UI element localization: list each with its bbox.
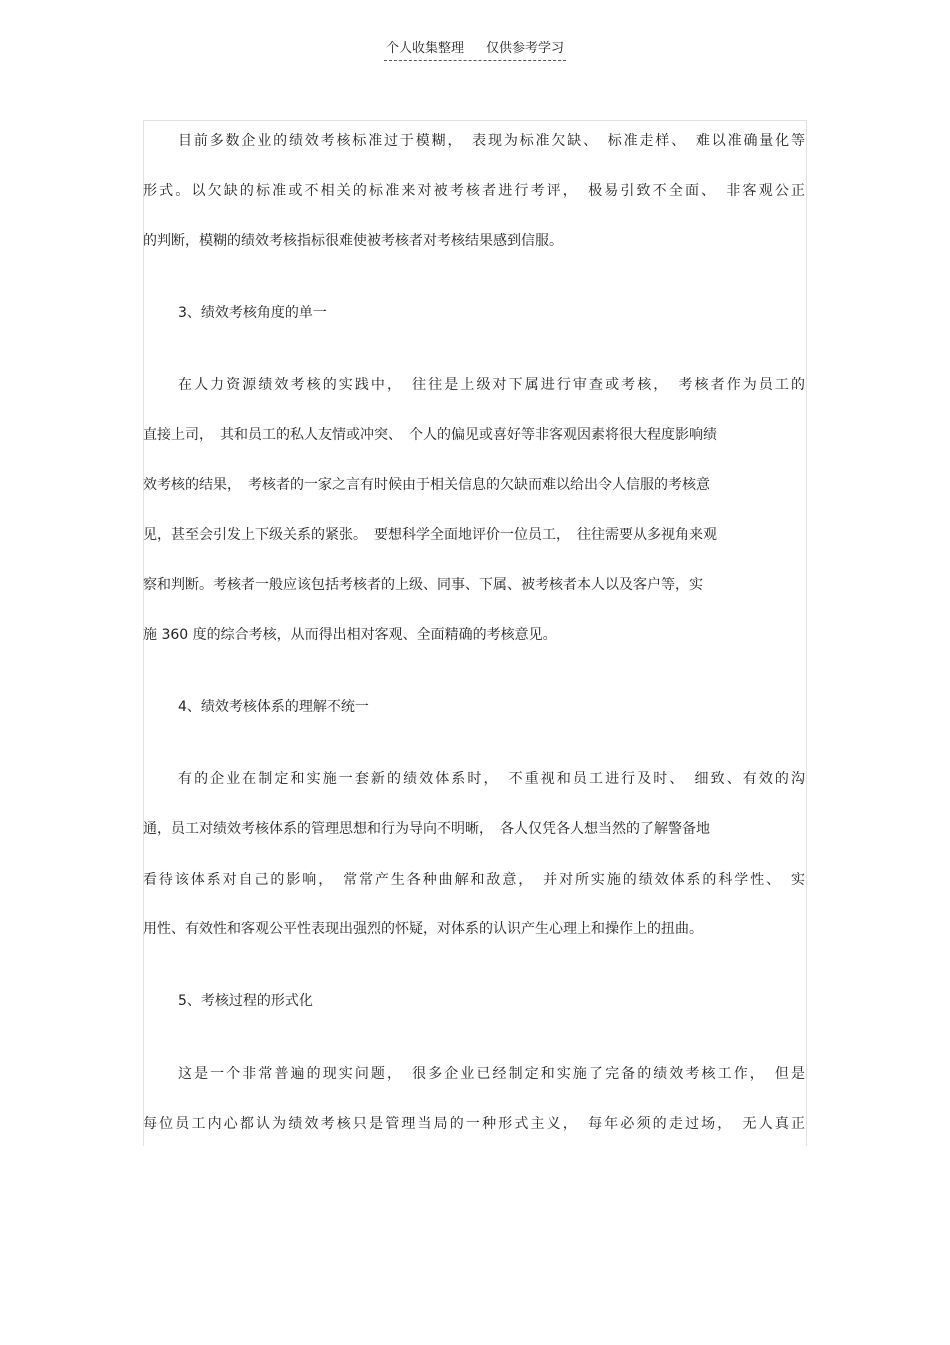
text-line: 通，员工对绩效考核体系的管理思想和行为导向不明晰， 各人仅凭各人想当然的了解警备地 — [143, 821, 710, 837]
header-left: 个人收集整理 — [385, 41, 464, 56]
text-line: 察和判断。考核者一般应该包括考核者的上级、同事、下属、被考核者本人以及客户等，实 — [143, 577, 703, 593]
header-right: 仅供参考学习 — [486, 41, 565, 56]
text-line: 每位员工内心都认为绩效考核只是管理当局的一种形式主义， 每年必须的走过场， 无人真正 — [143, 1116, 805, 1132]
text-line: 用性、有效性和客观公平性表现出强烈的怀疑，对体系的认识产生心理上和操作上的扭曲。 — [143, 921, 703, 937]
text-line: 效考核的结果， 考核者的一家之言有时候由于相关信息的欠缺而难以给出令人信服的考核意 — [143, 477, 710, 493]
header-text — [384, 40, 566, 61]
text-line: 直接上司， 其和员工的私人友情或冲突、 个人的偏见或喜好等非客观因素将很大程度影响绩 — [143, 427, 717, 443]
text-line: 有的企业在制定和实施一套新的绩效体系时， 不重视和员工进行及时、 细致、有效的沟 — [178, 771, 805, 787]
page-header — [0, 40, 950, 61]
text-line: 5、考核过程的形式化 — [178, 993, 313, 1009]
text-line: 在人力资源绩效考核的实践中， 往往是上级对下属进行审查或考核， 考核者作为员工的 — [178, 377, 805, 393]
text-line: 施 360 度的综合考核，从而得出相对客观、全面精确的考核意见。 — [143, 627, 557, 643]
text-line: 看待该体系对自己的影响， 常常产生各种曲解和敌意， 并对所实施的绩效体系的科学性、 实 — [143, 872, 805, 888]
text-line: 见，甚至会引发上下级关系的紧张。 要想科学全面地评价一位员工， 往往需要从多视角来观 — [143, 527, 717, 543]
text-line: 形式。以欠缺的标准或不相关的标准来对被考核者进行考评， 极易引致不全面、 非客观公正 — [143, 183, 805, 199]
text-line: 这是一个非常普遍的现实问题， 很多企业已经制定和实施了完备的绩效考核工作， 但是 — [178, 1066, 805, 1082]
text-line: 4、绩效考核体系的理解不统一 — [178, 699, 369, 715]
text-line: 目前多数企业的绩效考核标准过于模糊， 表现为标准欠缺、 标准走样、 难以准确量化等 — [178, 133, 805, 149]
text-line: 3、绩效考核角度的单一 — [178, 305, 327, 321]
text-line: 的判断，模糊的绩效考核指标很难使被考核者对考核结果感到信服。 — [143, 233, 563, 249]
